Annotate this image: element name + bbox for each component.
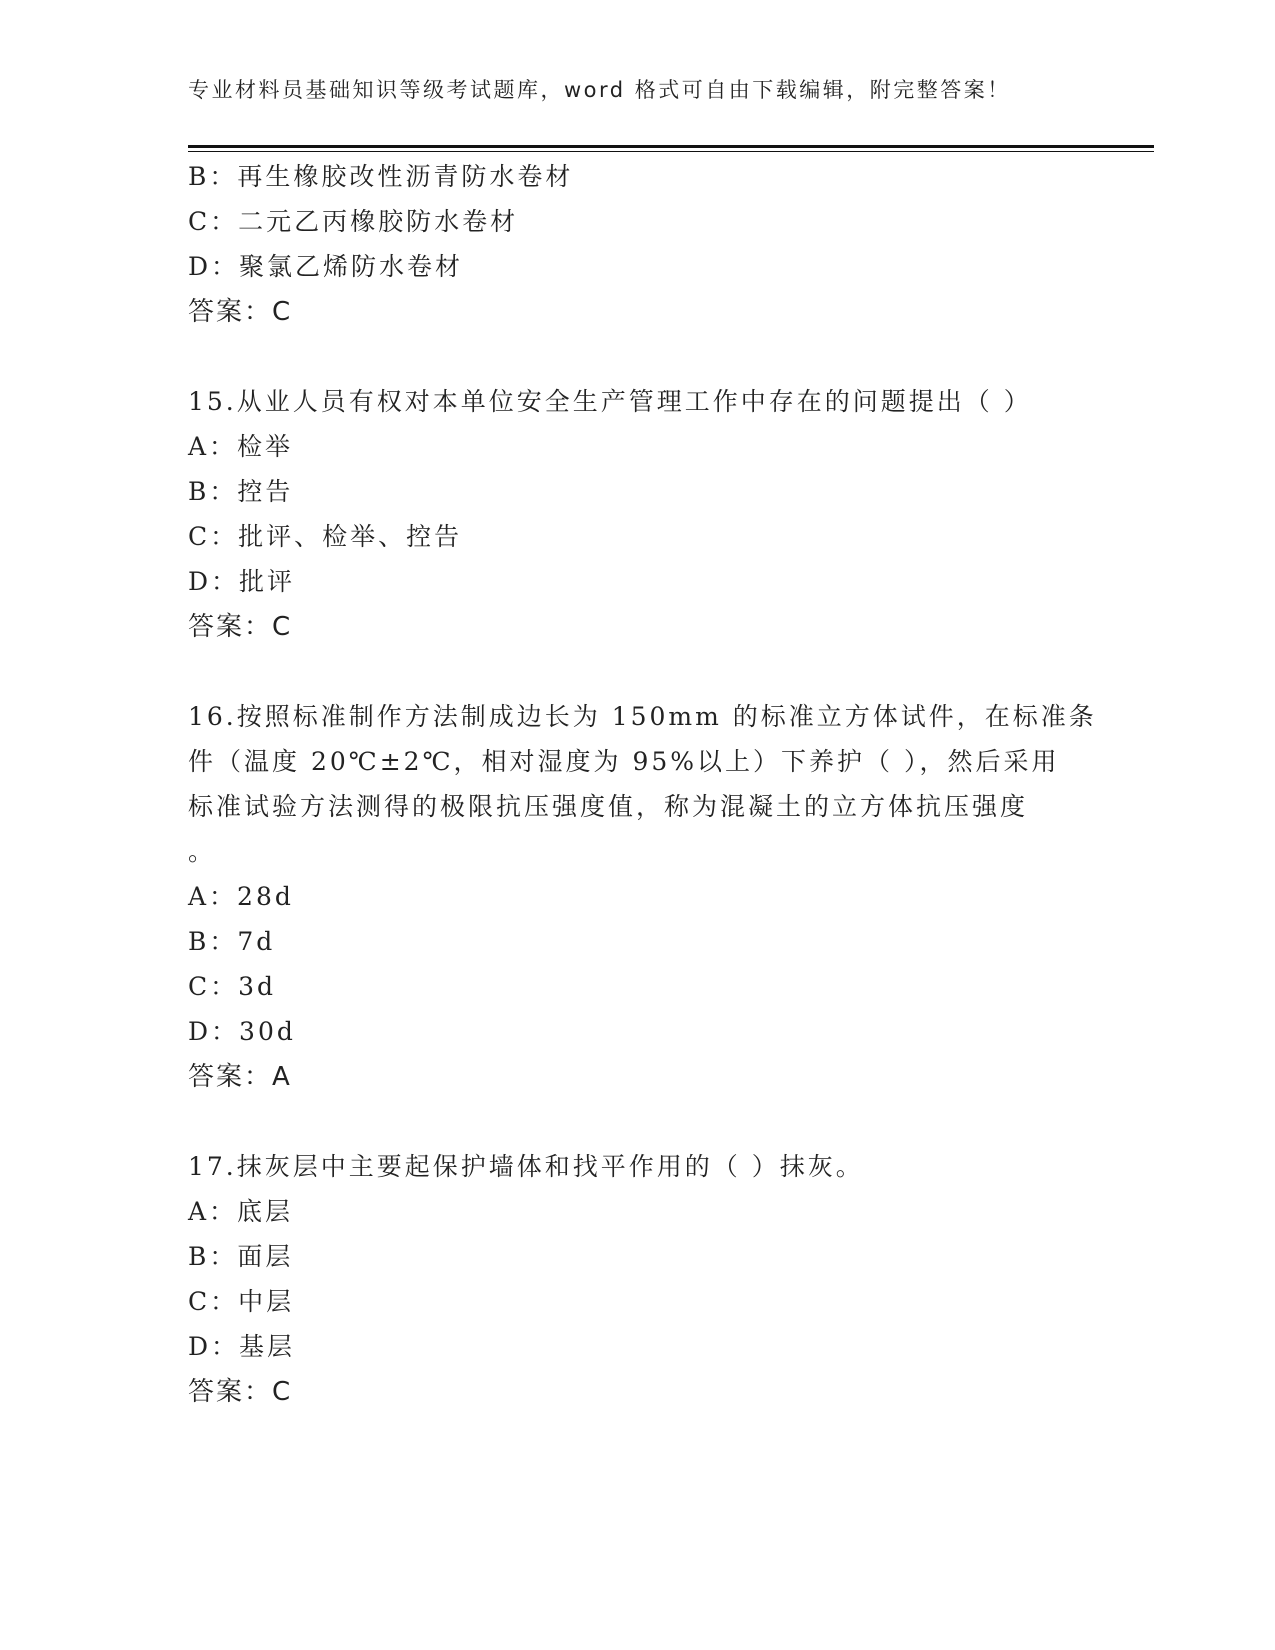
header-rule-thick [188,145,1154,148]
prev-option-c: C：二元乙丙橡胶防水卷材 [188,207,519,236]
q17-stem: 17.抹灰层中主要起保护墙体和找平作用的（ ）抹灰。 [188,1152,864,1181]
q17-option-b: B：面层 [188,1242,294,1271]
q15-option-b: B：控告 [188,477,294,506]
prev-answer: 答案：C [188,297,293,327]
q16-stem-line-3: 标准试验方法测得的极限抗压强度值，称为混凝土的立方体抗压强度 [188,792,1029,821]
document-header: 专业材料员基础知识等级考试题库，word 格式可自由下载编辑，附完整答案！ [188,78,1011,102]
q16-stem-line-1: 16.按照标准制作方法制成边长为 150mm 的标准立方体试件，在标准条 [188,702,1097,731]
q17-option-d: D：基层 [188,1332,296,1361]
prev-option-b: B：再生橡胶改性沥青防水卷材 [188,162,574,191]
q16-answer: 答案：A [188,1062,292,1092]
q16-stem-line-4: 。 [188,837,217,866]
q17-answer: 答案：C [188,1377,293,1407]
q16-option-a: A：28d [188,882,294,911]
header-rule-thin [188,151,1154,152]
q15-answer: 答案：C [188,612,293,642]
q15-option-d: D：批评 [188,567,296,596]
q15-stem: 15.从业人员有权对本单位安全生产管理工作中存在的问题提出（ ） [188,387,1032,416]
q16-option-b: B：7d [188,927,276,956]
q15-option-a: A：检举 [188,432,294,461]
q15-option-c: C：批评、检举、控告 [188,522,463,551]
q17-option-a: A：底层 [188,1197,294,1226]
q16-option-c: C：3d [188,972,277,1001]
prev-option-d: D：聚氯乙烯防水卷材 [188,252,464,281]
q17-option-c: C：中层 [188,1287,295,1316]
q16-option-d: D：30d [188,1017,296,1046]
q16-stem-line-2: 件（温度 20℃±2℃，相对湿度为 95%以上）下养护（ ），然后采用 [188,747,1060,776]
